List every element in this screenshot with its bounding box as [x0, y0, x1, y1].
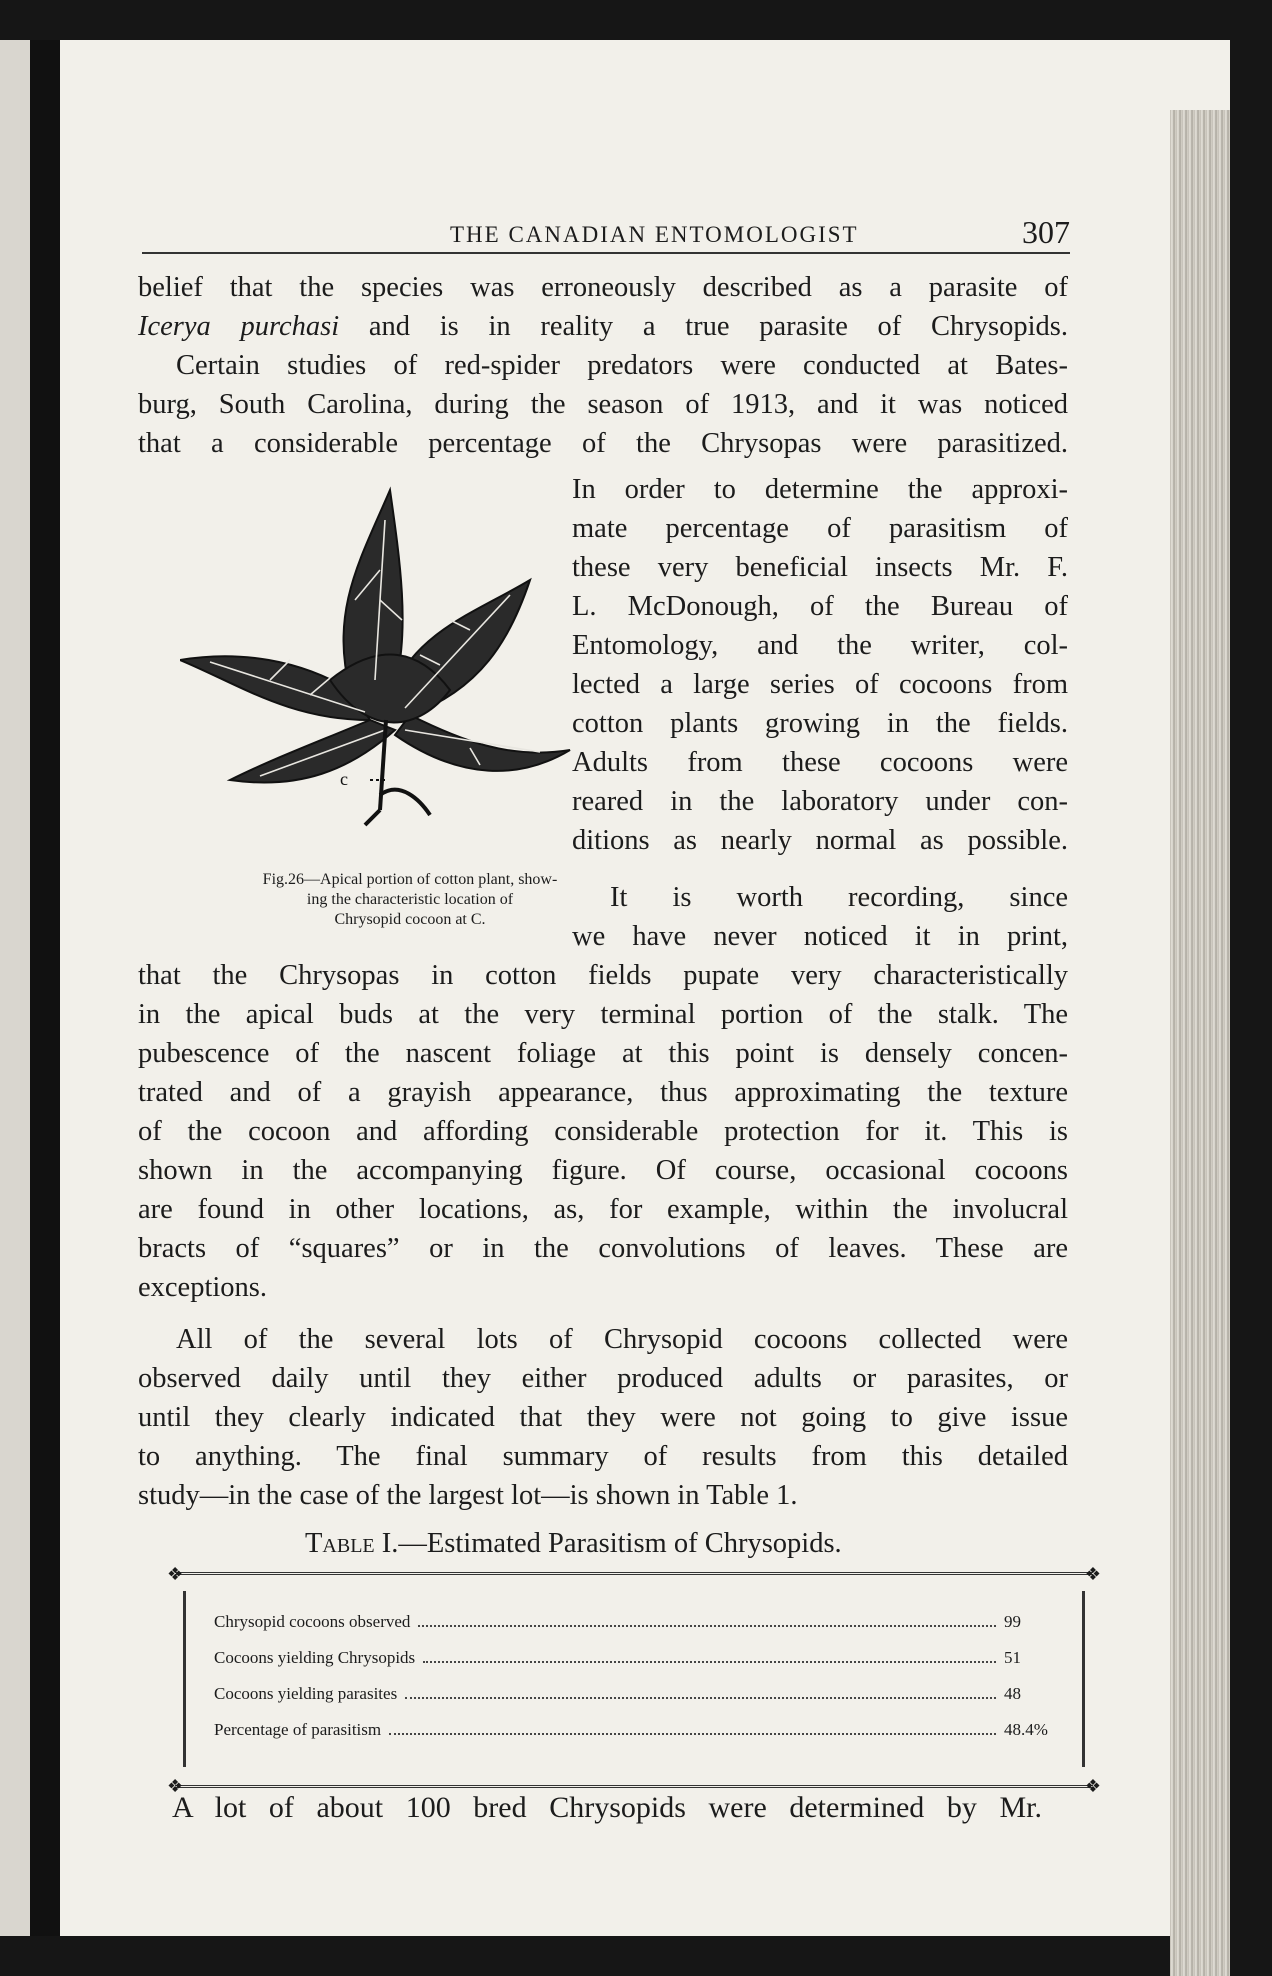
- table-row: [214, 1611, 1064, 1645]
- table-title-rest: —Estimated Parasitism of Chrysopids.: [398, 1528, 842, 1559]
- corner-ornament: ❖: [167, 1564, 184, 1584]
- text-line: that the Chrysopas in cotton fields pupate very characteristically: [138, 960, 1068, 991]
- text-line: L. McDonough, of the Bureau of: [572, 591, 1068, 622]
- caption-line: ing the characteristic location of: [306, 891, 514, 908]
- text-line: lected a large series of cocoons from: [572, 669, 1068, 700]
- page-number: 307: [1022, 214, 1070, 250]
- caption-line: Fig.26—Apical portion of cotton plant, show-: [262, 871, 558, 888]
- table-row: [214, 1647, 1064, 1681]
- row-label: Cocoons yielding Chrysopids: [214, 1648, 416, 1667]
- text-line: until they clearly indicated that they were not going to give issue: [138, 1402, 1068, 1433]
- table-title: [305, 1528, 842, 1560]
- book-page: [60, 40, 1230, 1936]
- text-line: these very beneficial insects Mr. F.: [572, 552, 1068, 583]
- caption-line: Chrysopid cocoon at C.: [334, 911, 486, 928]
- text-line: we have never noticed it in print,: [572, 921, 1068, 952]
- text-line: Entomology, and the writer, col-: [572, 630, 1068, 661]
- figure-cotton-plant: [180, 480, 640, 870]
- page-edges: [1170, 110, 1230, 1976]
- table-row: [214, 1683, 1064, 1717]
- row-value: 48.4%: [1004, 1720, 1048, 1739]
- figure-caption: [180, 870, 640, 930]
- figure-label-c: c: [340, 769, 348, 789]
- text-line: study—in the case of the largest lot—is shown in Table 1.: [138, 1480, 798, 1511]
- row-value: 51: [1004, 1648, 1021, 1667]
- text-line: trated and of a grayish appearance, thus approximating the texture: [138, 1077, 1068, 1108]
- text-line: to anything. The final summary of results from this detailed: [138, 1441, 1068, 1472]
- corner-ornament: ❖: [167, 1776, 184, 1796]
- table-title-prefix: Table I.: [305, 1528, 399, 1559]
- table-frame: [183, 1591, 1085, 1767]
- text-line: mate percentage of parasitism of: [572, 513, 1068, 544]
- text-line: that a considerable percentage of the Chrysopas were parasitized.: [138, 428, 1068, 459]
- corner-ornament: ❖: [1084, 1564, 1101, 1584]
- text-line: All of the several lots of Chrysopid cocoons collected were: [176, 1324, 1068, 1355]
- text-line: exceptions.: [138, 1272, 268, 1303]
- text-line-rest: and is in reality a true parasite of Chrysopids.: [339, 311, 1068, 342]
- row-label: Percentage of parasitism: [214, 1720, 382, 1739]
- corner-ornament: ❖: [1084, 1776, 1101, 1796]
- text-line: burg, South Carolina, during the season of 1913, and it was noticed: [138, 389, 1068, 420]
- running-head: THE CANADIAN ENTOMOLOGIST: [450, 222, 859, 247]
- text-line: ditions as nearly normal as possible.: [572, 825, 1068, 856]
- row-value: 99: [1004, 1612, 1021, 1631]
- text-line: pubescence of the nascent foliage at this point is densely concen-: [138, 1038, 1068, 1069]
- gutter-shadow: [30, 40, 60, 1936]
- text-line: of the cocoon and affording considerable protection for it. This is: [138, 1116, 1068, 1147]
- parasitism-table: [167, 1564, 1101, 1796]
- text-line: cotton plants growing in the fields.: [572, 708, 1068, 739]
- text-line: are found in other locations, as, for example, within the involucral: [138, 1194, 1068, 1225]
- text-line: In order to determine the approxi-: [572, 474, 1068, 505]
- row-label: Cocoons yielding parasites: [214, 1684, 398, 1703]
- text-line-final: A lot of about 100 bred Chrysopids were determined by Mr.: [172, 1791, 1042, 1824]
- text-line: shown in the accompanying figure. Of course, occasional cocoons: [138, 1155, 1068, 1186]
- row-value: 48: [1004, 1684, 1021, 1703]
- book-spine: [0, 40, 30, 1936]
- text-line: in the apical buds at the very terminal portion of the stalk. The: [138, 999, 1068, 1030]
- taxon-name: Icerya purchasi: [138, 311, 340, 342]
- page-header: [142, 202, 1070, 254]
- text-line: belief that the species was erroneously described as a parasite of: [138, 272, 1068, 303]
- text-line: It is worth recording, since: [610, 882, 1068, 913]
- text-line: observed daily until they either produced adults or parasites, or: [138, 1363, 1068, 1394]
- row-label: Chrysopid cocoons observed: [214, 1612, 411, 1631]
- text-line: bracts of “squares” or in the convolutions of leaves. These are: [138, 1233, 1068, 1264]
- text-line: Certain studies of red-spider predators were conducted at Bates-: [176, 350, 1068, 381]
- cotton-leaf-illustration: [180, 480, 620, 840]
- table-row: [214, 1719, 1064, 1753]
- text-line: Adults from these cocoons were: [572, 747, 1068, 778]
- text-line: reared in the laboratory under con-: [572, 786, 1068, 817]
- text-line: [138, 307, 1068, 346]
